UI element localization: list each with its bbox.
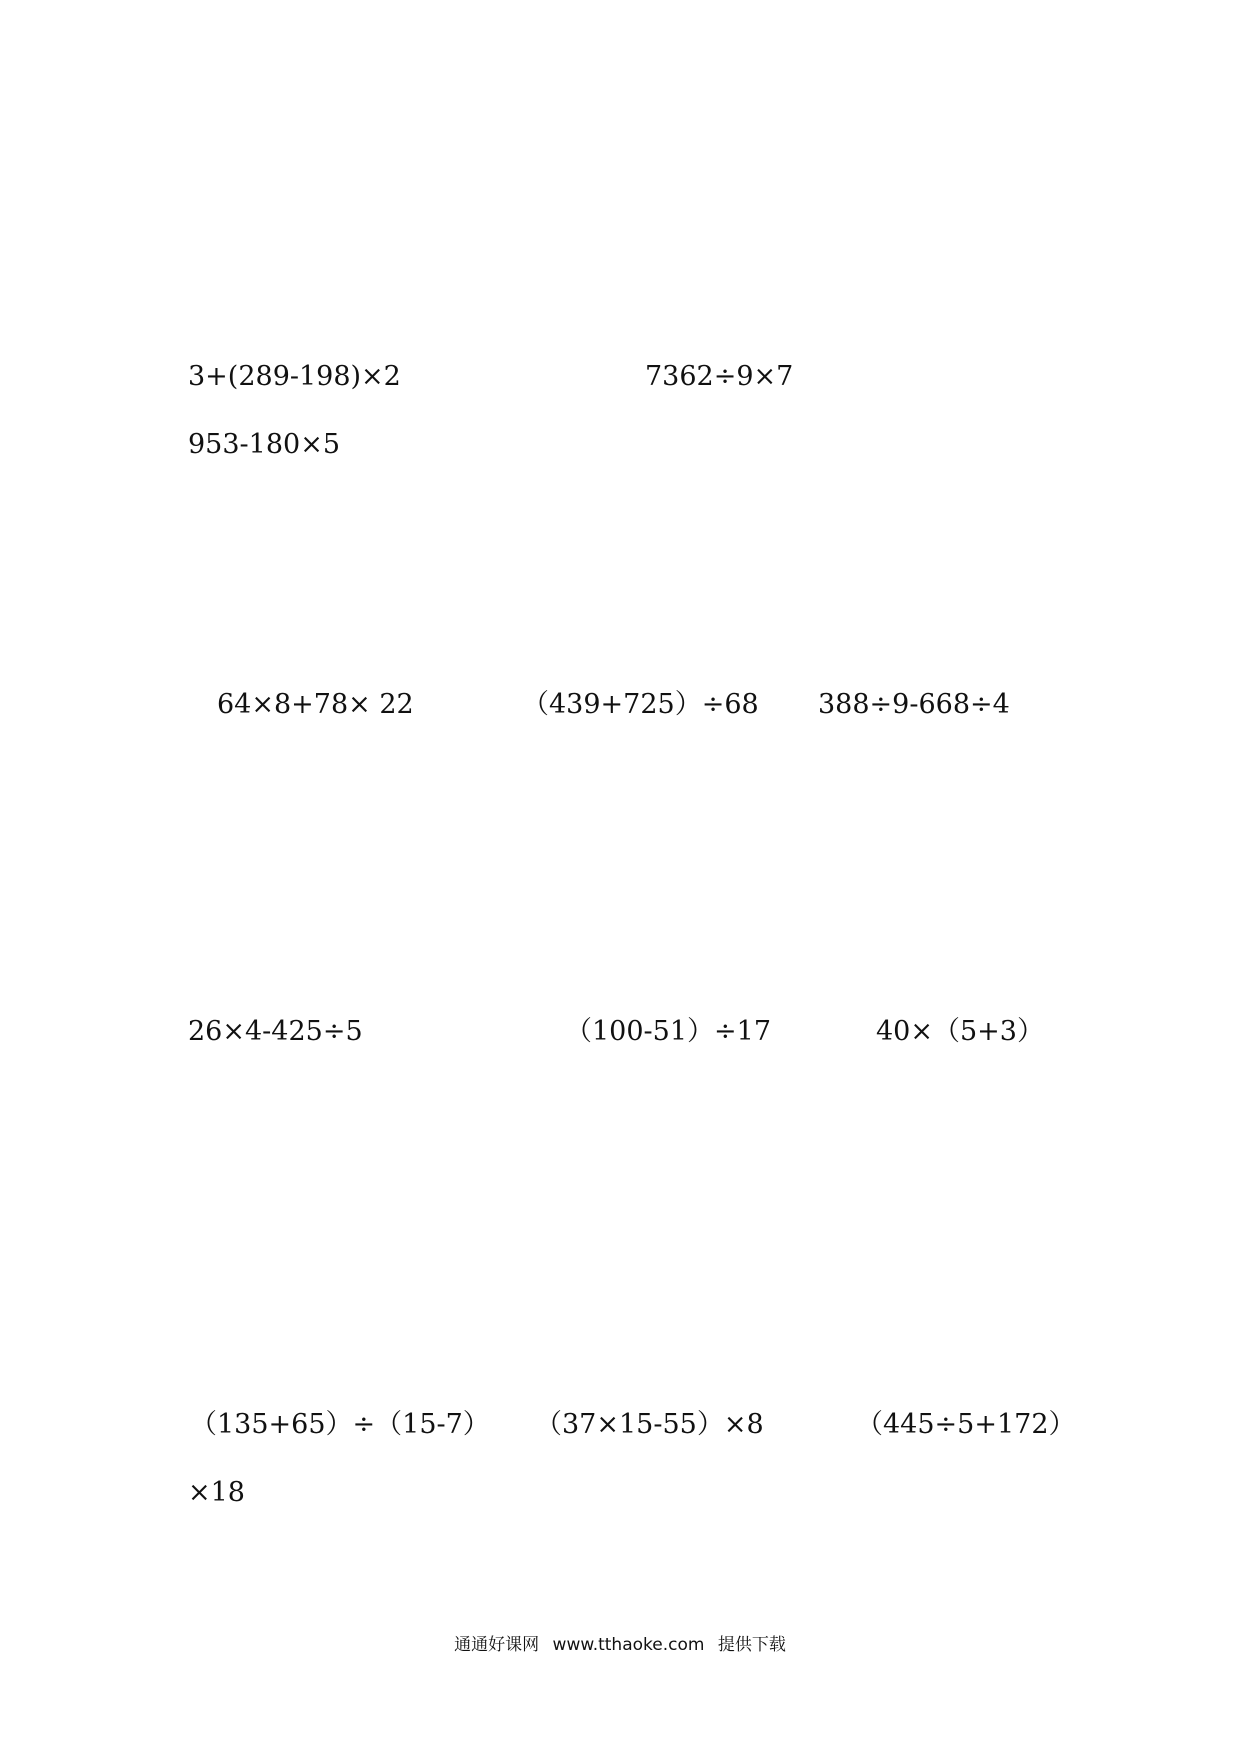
problem-4c: （445÷5+172） [856,1409,1076,1440]
problem-1a-continued: 953-180×5 [188,429,340,460]
problem-1a: 3+(289-198)×2 [188,361,401,392]
problem-4a-continued: ×18 [188,1477,245,1508]
footer-site-name: 通通好课网 [454,1635,540,1655]
problem-4a: （135+65）÷（15-7） [190,1409,490,1440]
problem-3c: 40×（5+3） [876,1016,1044,1047]
footer-suffix: 提供下载 [717,1635,786,1655]
problem-4b: （37×15-55）×8 [535,1409,764,1440]
footer-url: www.tthaoke.com [552,1635,705,1655]
problem-2c: 388÷9-668÷4 [818,689,1010,720]
problem-2a: 64×8+78× 22 [217,689,414,720]
problem-3a: 26×4-425÷5 [188,1016,363,1047]
problem-3b: （100-51）÷17 [565,1016,771,1047]
problem-2b: （439+725）÷68 [522,689,759,720]
problem-1b: 7362÷9×7 [645,361,794,392]
footer-credit [0,1634,1240,1656]
